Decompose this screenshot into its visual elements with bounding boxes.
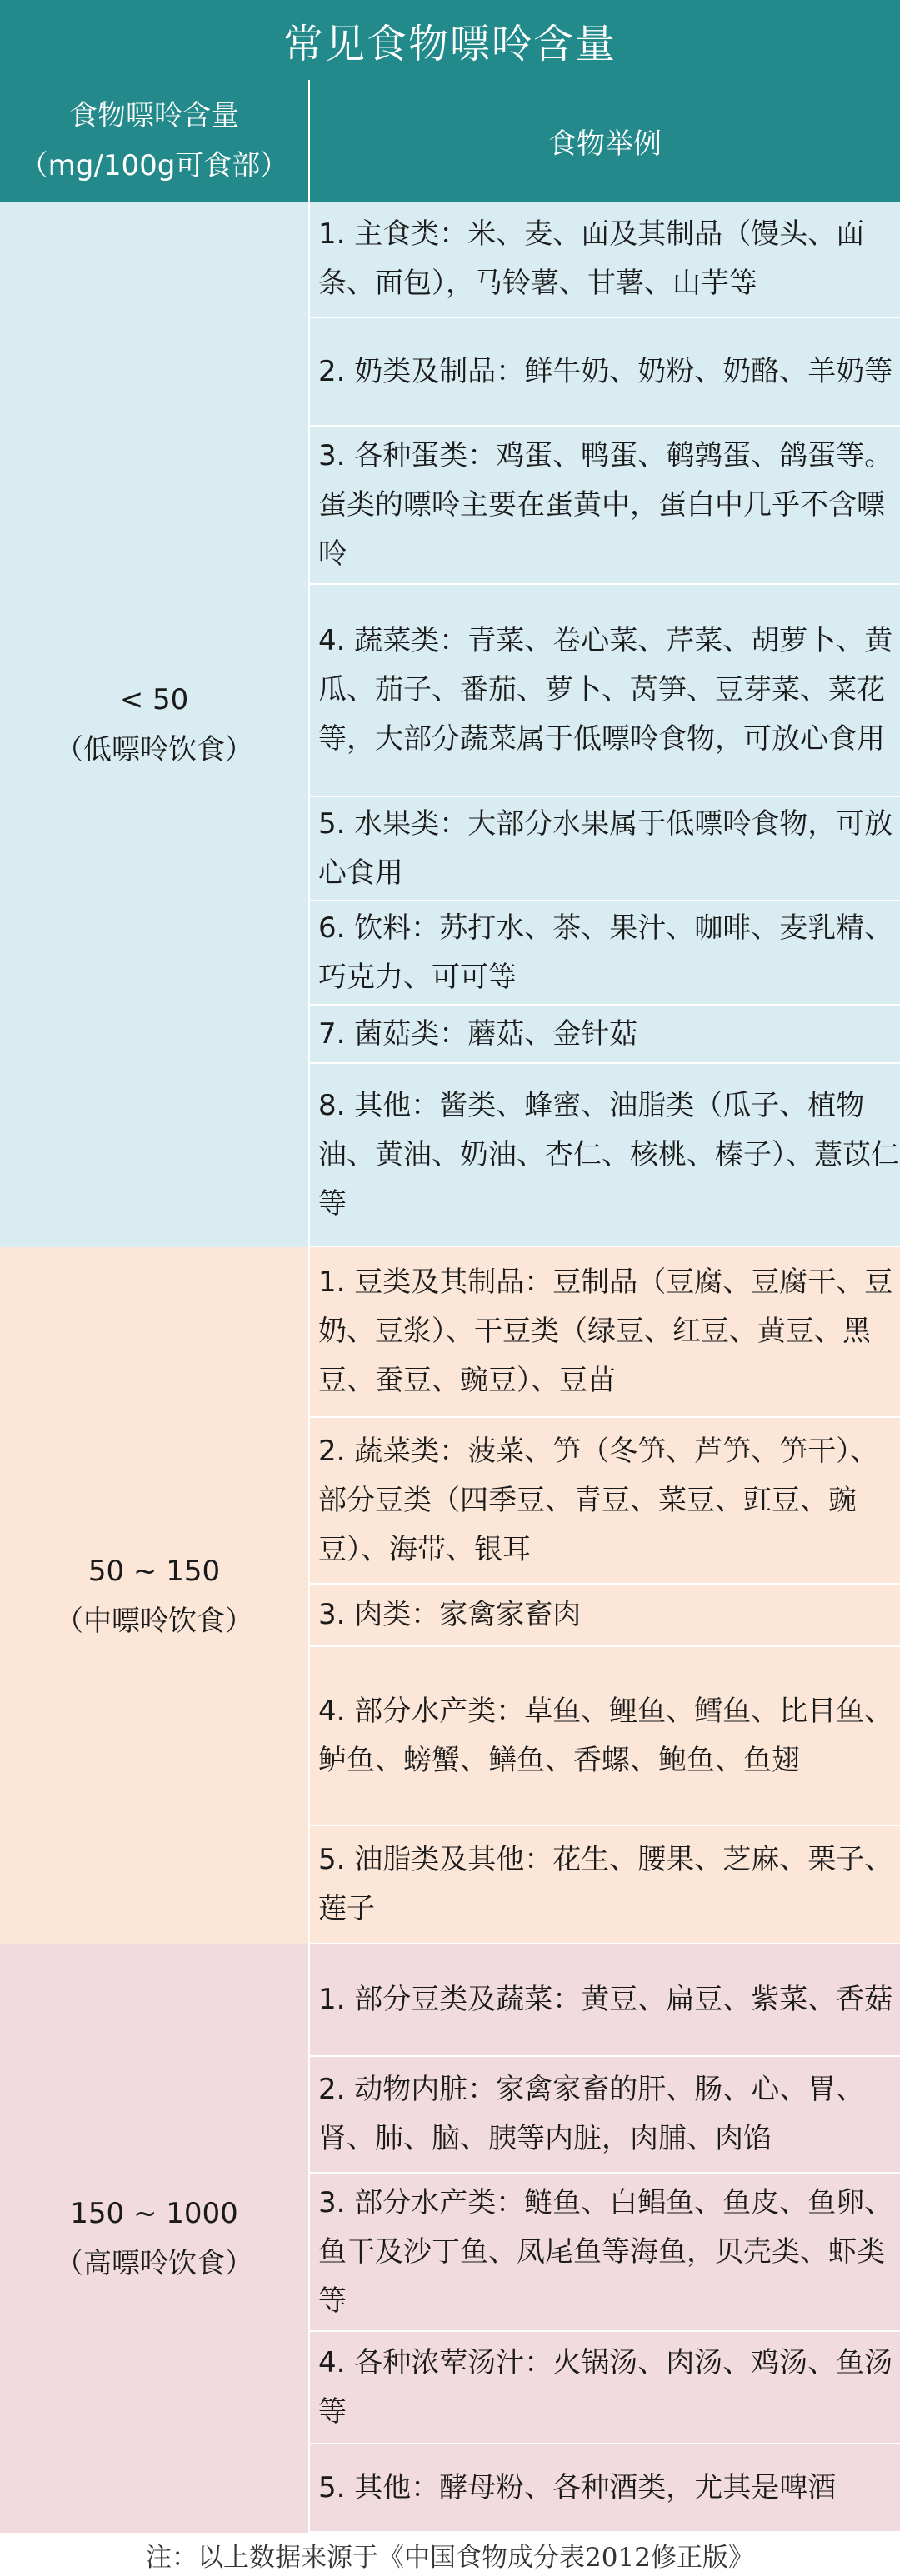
header-purine-content bbox=[0, 80, 310, 202]
list-item: 8. 其他：酱类、蜂蜜、油脂类（瓜子、植物油、黄油、奶油、杏仁、核桃、榛子）、薏苡仁等 bbox=[310, 1064, 900, 1247]
header-purine-unit: （mg/100g可食部） bbox=[19, 149, 289, 182]
list-item: 3. 部分水产类：鲢鱼、白鲳鱼、鱼皮、鱼卵、鱼干及沙丁鱼、凤尾鱼等海鱼，贝壳类、虾类等 bbox=[310, 2174, 900, 2332]
list-item: 1. 豆类及其制品：豆制品（豆腐、豆腐干、豆奶、豆浆）、干豆类（绿豆、红豆、黄豆、黑豆、蚕豆、豌豆）、豆苗 bbox=[310, 1247, 900, 1418]
low-purine-section bbox=[0, 202, 900, 1247]
high-purine-section bbox=[0, 1944, 900, 2533]
table-header bbox=[0, 80, 900, 202]
high-purine-range bbox=[0, 1944, 310, 2533]
page-title: 常见食物嘌呤含量 bbox=[0, 0, 900, 80]
header-food-examples: 食物举例 bbox=[548, 127, 662, 161]
list-item: 5. 水果类：大部分水果属于低嘌呤食物，可放心食用 bbox=[310, 797, 900, 901]
header-purine-label: 食物嘌呤含量 bbox=[69, 99, 239, 132]
list-item: 5. 其他：酵母粉、各种酒类，尤其是啤酒 bbox=[310, 2444, 900, 2533]
low-purine-items bbox=[310, 202, 900, 1247]
high-diet-label: （高嘌呤饮食） bbox=[55, 2247, 253, 2280]
list-item: 6. 饮料：苏打水、茶、果汁、咖啡、麦乳精、巧克力、可可等 bbox=[310, 901, 900, 1006]
mid-range-value: 50 ~ 150 bbox=[88, 1554, 221, 1588]
mid-diet-label: （中嘌呤饮食） bbox=[55, 1604, 253, 1638]
list-item: 1. 主食类：米、麦、面及其制品（馒头、面条、面包），马铃薯、甘薯、山芋等 bbox=[310, 202, 900, 318]
mid-purine-items bbox=[310, 1247, 900, 1944]
low-diet-label: （低嘌呤饮食） bbox=[55, 732, 253, 766]
list-item: 5. 油脂类及其他：花生、腰果、芝麻、栗子、莲子 bbox=[310, 1826, 900, 1944]
list-item: 1. 部分豆类及蔬菜：黄豆、扁豆、紫菜、香菇 bbox=[310, 1944, 900, 2057]
list-item: 2. 动物内脏：家禽家畜的肝、肠、心、胃、肾、肺、脑、胰等内脏，肉脯、肉馅 bbox=[310, 2057, 900, 2174]
mid-purine-section bbox=[0, 1247, 900, 1944]
list-item: 7. 菌菇类：蘑菇、金针菇 bbox=[310, 1006, 900, 1064]
source-footnote: 注：以上数据来源于《中国食物成分表2012修正版》 bbox=[0, 2533, 900, 2576]
mid-purine-range bbox=[0, 1247, 310, 1944]
list-item: 3. 各种蛋类：鸡蛋、鸭蛋、鹌鹑蛋、鸽蛋等。蛋类的嘌呤主要在蛋黄中，蛋白中几乎不含嘌呤 bbox=[310, 427, 900, 585]
high-purine-items bbox=[310, 1944, 900, 2533]
list-item: 2. 蔬菜类：菠菜、笋（冬笋、芦笋、笋干）、部分豆类（四季豆、青豆、菜豆、豇豆、豌豆）、海带、银耳 bbox=[310, 1418, 900, 1585]
low-purine-range bbox=[0, 202, 310, 1247]
list-item: 4. 各种浓荤汤汁：火锅汤、肉汤、鸡汤、鱼汤等 bbox=[310, 2332, 900, 2444]
list-item: 2. 奶类及制品：鲜牛奶、奶粉、奶酪、羊奶等 bbox=[310, 318, 900, 427]
low-range-value: < 50 bbox=[119, 682, 189, 716]
list-item: 4. 部分水产类：草鱼、鲤鱼、鳕鱼、比目鱼、鲈鱼、螃蟹、鳝鱼、香螺、鲍鱼、鱼翅 bbox=[310, 1647, 900, 1826]
list-item: 4. 蔬菜类：青菜、卷心菜、芹菜、胡萝卜、黄瓜、茄子、番茄、萝卜、莴笋、豆芽菜、菜花等，大部分蔬菜属于低嘌呤食物，可放心食用 bbox=[310, 585, 900, 797]
high-range-value: 150 ~ 1000 bbox=[70, 2197, 238, 2230]
list-item: 3. 肉类：家禽家畜肉 bbox=[310, 1585, 900, 1647]
